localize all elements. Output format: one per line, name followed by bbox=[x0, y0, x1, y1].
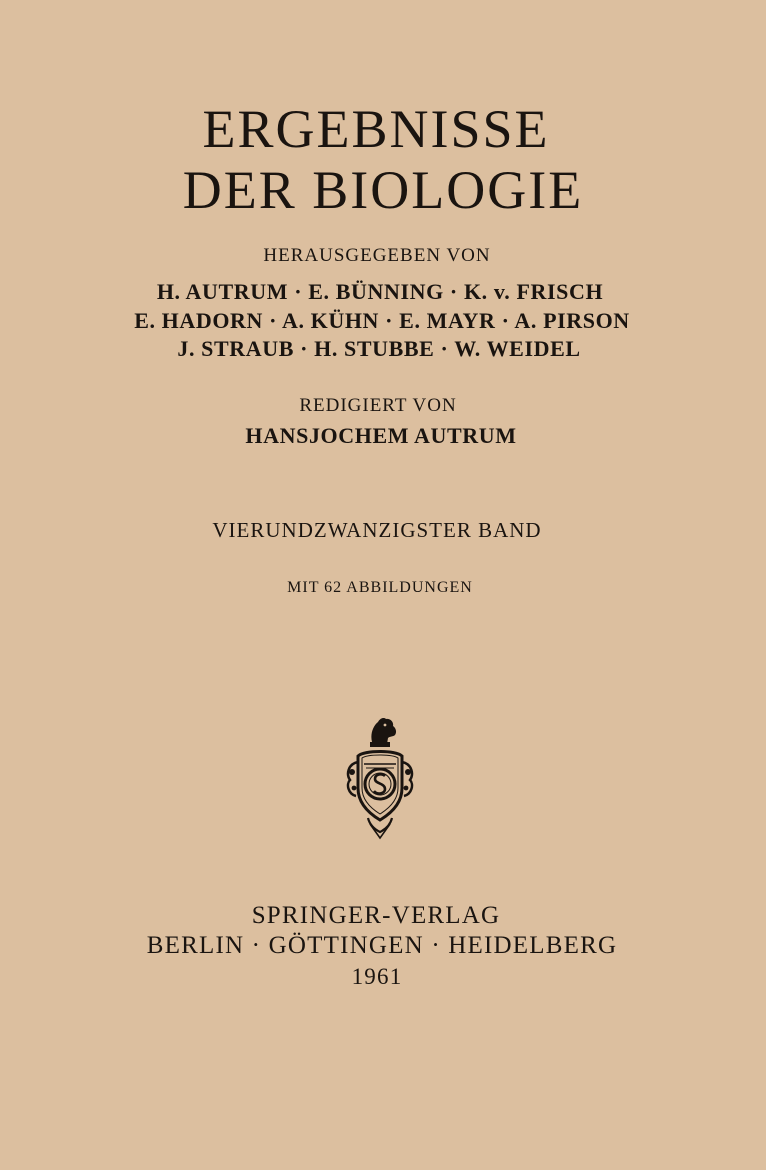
figures-note: MIT 62 ABBILDUNGEN bbox=[287, 579, 473, 596]
editors-line-2: E. HADORN · A. KÜHN · E. MAYR · A. PIRSON bbox=[134, 308, 630, 333]
springer-knight-emblem-icon bbox=[340, 712, 420, 842]
editors-line-3: J. STRAUB · H. STUBBE · W. WEIDEL bbox=[177, 336, 581, 361]
editors-line-1: H. AUTRUM · E. BÜNNING · K. v. FRISCH bbox=[156, 279, 604, 304]
editors-intro: HERAUSGEGEBEN VON bbox=[263, 245, 491, 266]
publication-year: 1961 bbox=[351, 964, 403, 989]
publisher-name: SPRINGER-VERLAG bbox=[251, 902, 501, 929]
volume-label: VIERUNDZWANZIGSTER BAND bbox=[212, 518, 542, 542]
redacted-intro: REDIGIERT VON bbox=[299, 395, 457, 416]
series-title-line-2: DER BIOLOGIE bbox=[182, 160, 584, 220]
series-title-line-1: ERGEBNISSE bbox=[202, 99, 550, 159]
chief-editor: HANSJOCHEM AUTRUM bbox=[245, 423, 517, 448]
publisher-cities: BERLIN · GÖTTINGEN · HEIDELBERG bbox=[146, 932, 618, 959]
